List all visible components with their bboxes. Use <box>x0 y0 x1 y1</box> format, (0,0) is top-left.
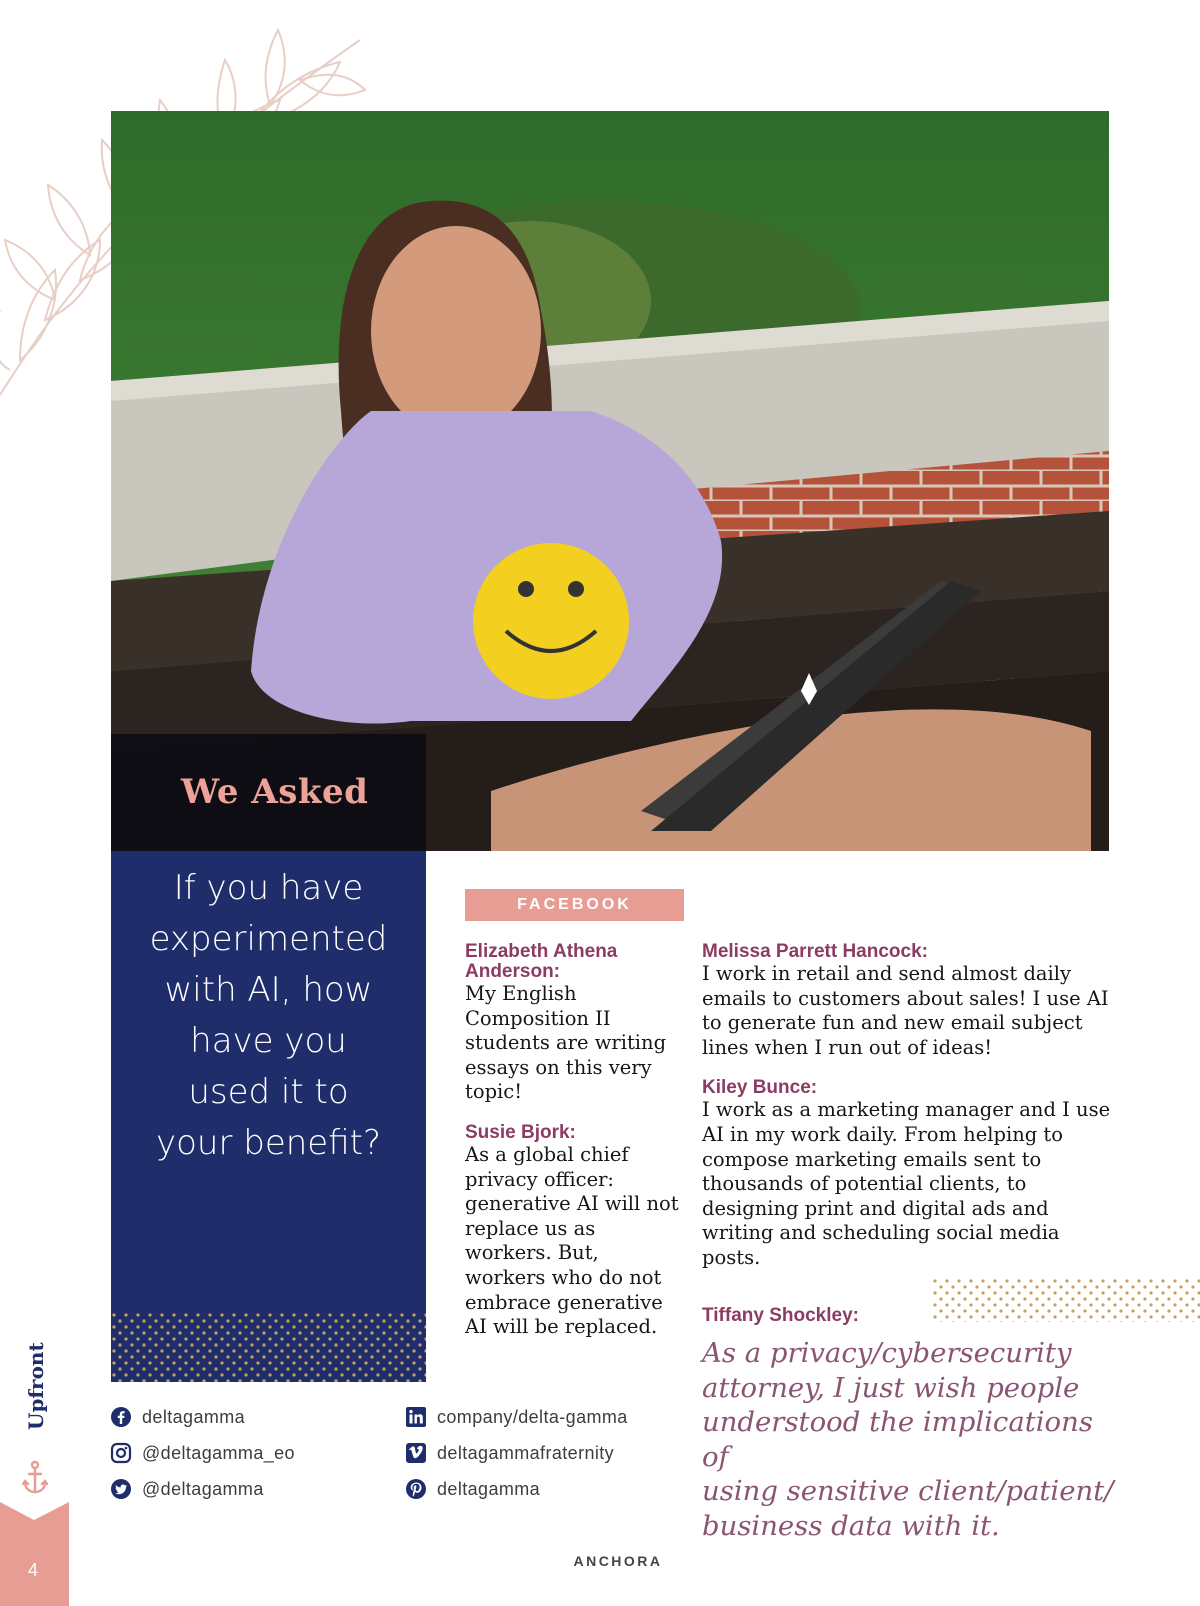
linkedin-icon <box>405 1406 427 1428</box>
respondent-name: Tiffany Shockley: <box>702 1305 859 1326</box>
social-linkedin[interactable]: company/delta-gamma <box>405 1399 628 1435</box>
response-text: I work in retail and send almost daily emails to customers about sales! I use AI to generate fun and new email subject lines when I run out of ideas! <box>702 962 1109 1059</box>
twitter-icon <box>110 1478 132 1500</box>
social-instagram[interactable]: @deltagamma_eo <box>110 1435 295 1471</box>
instagram-icon <box>110 1442 132 1464</box>
response-text: As a global chief privacy officer: generative AI will not replace us as workers. But, workers who do not embrace generative AI will be replaced. <box>465 1142 679 1339</box>
we-asked-banner <box>111 734 426 851</box>
respondent-name: Kiley Bunce: <box>702 1077 818 1099</box>
response-item <box>702 942 1112 1060</box>
response-text: My English Composition II students are writing essays on this very topic! <box>465 982 667 1104</box>
social-facebook[interactable]: deltagamma <box>110 1399 295 1435</box>
source-tag: FACEBOOK <box>465 889 684 921</box>
response-item <box>702 1078 1112 1270</box>
question-text: If you have experimented with AI, how have you used it to your benefit? <box>149 868 388 1163</box>
page-number: 4 <box>28 1560 39 1580</box>
social-vimeo[interactable]: deltagammafraternity <box>405 1435 628 1471</box>
vimeo-icon <box>405 1442 427 1464</box>
dot-pattern <box>111 1312 426 1382</box>
anchor-icon <box>22 1460 48 1496</box>
responses-left <box>465 942 680 1358</box>
social-links-right <box>405 1399 628 1507</box>
social-links-left <box>110 1399 295 1507</box>
we-asked-heading: We Asked <box>181 772 369 812</box>
publication-footer: ANCHORA <box>573 1553 663 1569</box>
pinterest-icon <box>405 1478 427 1500</box>
social-pinterest[interactable]: deltagamma <box>405 1471 628 1507</box>
social-twitter[interactable]: @deltagamma <box>110 1471 295 1507</box>
response-item <box>465 1123 680 1340</box>
section-label: Upfront <box>24 1342 48 1430</box>
pull-quote: As a privacy/cybersecurity attorney, I just wish people understood the implications of using sensitive client/patient/ business data with it. <box>702 1337 1114 1542</box>
question-panel <box>111 851 426 1382</box>
responses-right <box>702 942 1112 1289</box>
response-item <box>465 942 680 1105</box>
featured-response <box>702 1306 1122 1543</box>
response-text: I work as a marketing manager and I use AI in my work daily. From helping to compose marketing emails sent to thousands of potential clients, to designing print and digital ads and writing and scheduling social media posts. <box>702 1098 1111 1269</box>
facebook-icon <box>110 1406 132 1428</box>
respondent-name: Melissa Parrett Hancock: <box>702 941 928 962</box>
respondent-name: Elizabeth Athena Anderson: <box>465 941 618 982</box>
respondent-name: Susie Bjork: <box>465 1121 576 1143</box>
